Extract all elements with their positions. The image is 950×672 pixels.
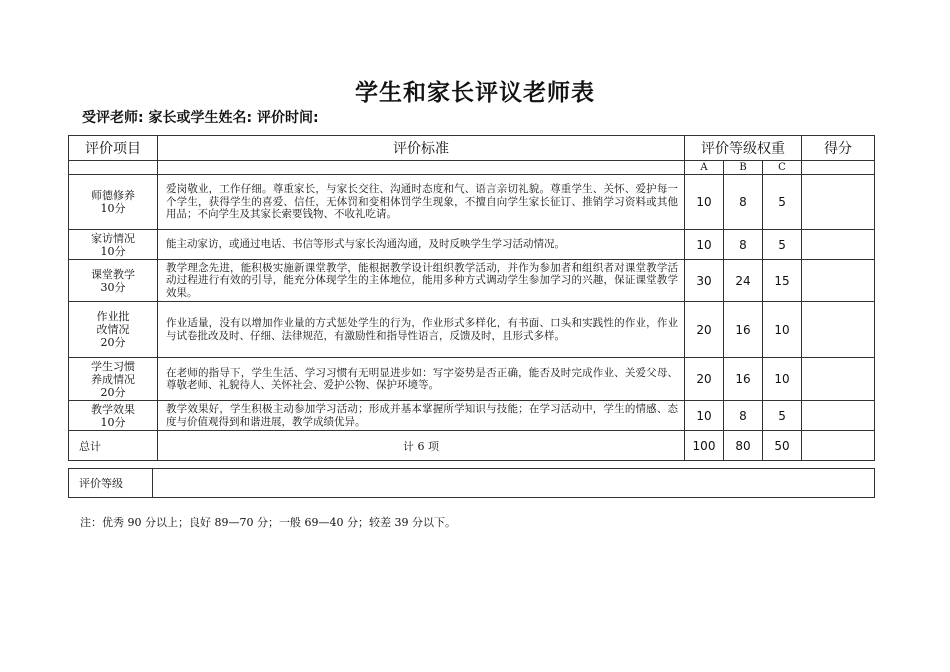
grade-b: B: [724, 161, 763, 175]
header-weight: 评价等级权重: [685, 136, 802, 161]
table-row: [69, 358, 875, 401]
evaluation-grade-table: [68, 468, 875, 498]
total-label: 总计: [69, 431, 158, 461]
header-item: 评价项目: [69, 136, 158, 161]
grade-blank: [158, 161, 685, 175]
criteria-cell: 爱岗敬业，工作仔细。尊重家长，与家长交往、沟通时态度和气、语言亲切礼貌。尊重学生、关怀、爱护每一个学生，获得学生的喜爱、信任，无体罚和变相体罚学生现象，不擅自向学生家长征订、推销学习资料或其他用品；不向学生及其家长索要钱物、不收礼吃请。: [158, 175, 685, 230]
item-points: 20分: [100, 336, 126, 349]
weight-b: 24: [724, 260, 763, 302]
weight-a: 10: [685, 230, 724, 260]
item-cell: [69, 358, 158, 401]
score-cell[interactable]: [802, 230, 875, 260]
total-b: 80: [724, 431, 763, 461]
weight-b: 8: [724, 230, 763, 260]
score-cell[interactable]: [802, 260, 875, 302]
table-row: [69, 401, 875, 431]
score-cell[interactable]: [802, 358, 875, 401]
weight-b: 8: [724, 175, 763, 230]
weight-c: 5: [763, 230, 802, 260]
item-label: 课堂教学: [91, 267, 135, 281]
table-row: [69, 302, 875, 358]
weight-c: 5: [763, 401, 802, 431]
criteria-cell: 教学效果好，学生积极主动参加学习活动；形成并基本掌握所学知识与技能；在学习活动中，学生的情感、态度与价值观得到和谐进展，教学成绩优异。: [158, 401, 685, 431]
item-label: 教学效果: [91, 402, 135, 416]
header-criteria: 评价标准: [158, 136, 685, 161]
item-points: 30分: [100, 280, 126, 294]
weight-a: 20: [685, 358, 724, 401]
total-count: 计 6 项: [158, 431, 685, 461]
form-subheader: 受评老师: 家长或学生姓名: 评价时间:: [82, 110, 319, 126]
grade-a: A: [685, 161, 724, 175]
item-points: 10分: [100, 244, 126, 258]
grade-c: C: [763, 161, 802, 175]
score-cell[interactable]: [802, 302, 875, 358]
weight-c: 10: [763, 302, 802, 358]
total-row: [69, 431, 875, 461]
total-a: 100: [685, 431, 724, 461]
weight-c: 10: [763, 358, 802, 401]
table-row: [69, 230, 875, 260]
table-row: [69, 260, 875, 302]
score-cell[interactable]: [802, 175, 875, 230]
page-title: 学生和家长评议老师表: [355, 80, 595, 106]
criteria-cell: 能主动家访，或通过电话、书信等形式与家长沟通沟通，及时反映学生学习活动情况。: [158, 230, 685, 260]
criteria-cell: 作业适量，没有以增加作业量的方式惩处学生的行为，作业形式多样化，有书面、口头和实践性的作业，作业与试卷批改及时、仔细、法律规范，有激励性和指导性语言，反馈及时，且形式多样。: [158, 302, 685, 358]
weight-b: 16: [724, 302, 763, 358]
weight-c: 5: [763, 175, 802, 230]
weight-a: 20: [685, 302, 724, 358]
evaluation-grade-label: 评价等级: [69, 469, 153, 498]
item-points: 20分: [100, 385, 126, 399]
evaluation-grade-field[interactable]: [153, 469, 875, 498]
weight-c: 15: [763, 260, 802, 302]
weight-b: 8: [724, 401, 763, 431]
weight-b: 16: [724, 358, 763, 401]
item-cell: [69, 260, 158, 302]
total-c: 50: [763, 431, 802, 461]
table-row: [69, 175, 875, 230]
item-label: 作业批改情况: [96, 310, 130, 336]
header-score: 得分: [802, 136, 875, 161]
item-points: 10分: [100, 415, 126, 429]
item-label: 家访情况: [91, 231, 135, 245]
total-score-cell[interactable]: [802, 431, 875, 461]
grade-row: [69, 161, 875, 175]
criteria-cell: 教学理念先进，能积极实施新课堂教学，能根据教学设计组织教学活动，并作为参加者和组织者对课堂教学活动过程进行有效的引导，能充分体现学生的主体地位，能用多种方式调动学生参加学习的兴趣，保证课堂教学效果。: [158, 260, 685, 302]
item-cell: [69, 175, 158, 230]
item-cell: [69, 401, 158, 431]
weight-a: 10: [685, 401, 724, 431]
item-points: 10分: [100, 202, 126, 215]
grade-blank: [802, 161, 875, 175]
item-label: 师德修养: [91, 189, 135, 202]
header-row: [69, 136, 875, 161]
weight-a: 10: [685, 175, 724, 230]
item-cell: [69, 230, 158, 260]
item-label: 学生习惯养成情况: [91, 359, 135, 386]
criteria-cell: 在老师的指导下，学生生活、学习习惯有无明显进步如：写字姿势是否正确，能否及时完成作业、关爱父母、尊敬老师、礼貌待人、关怀社会、爱护公物、保护环境等。: [158, 358, 685, 401]
score-cell[interactable]: [802, 401, 875, 431]
evaluation-table: [68, 135, 875, 461]
weight-a: 30: [685, 260, 724, 302]
item-cell: [69, 302, 158, 358]
grade-blank: [69, 161, 158, 175]
footnote: 注：优秀 90 分以上；良好 89—70 分；一般 69—40 分；较差 39 分以下。: [80, 516, 456, 529]
